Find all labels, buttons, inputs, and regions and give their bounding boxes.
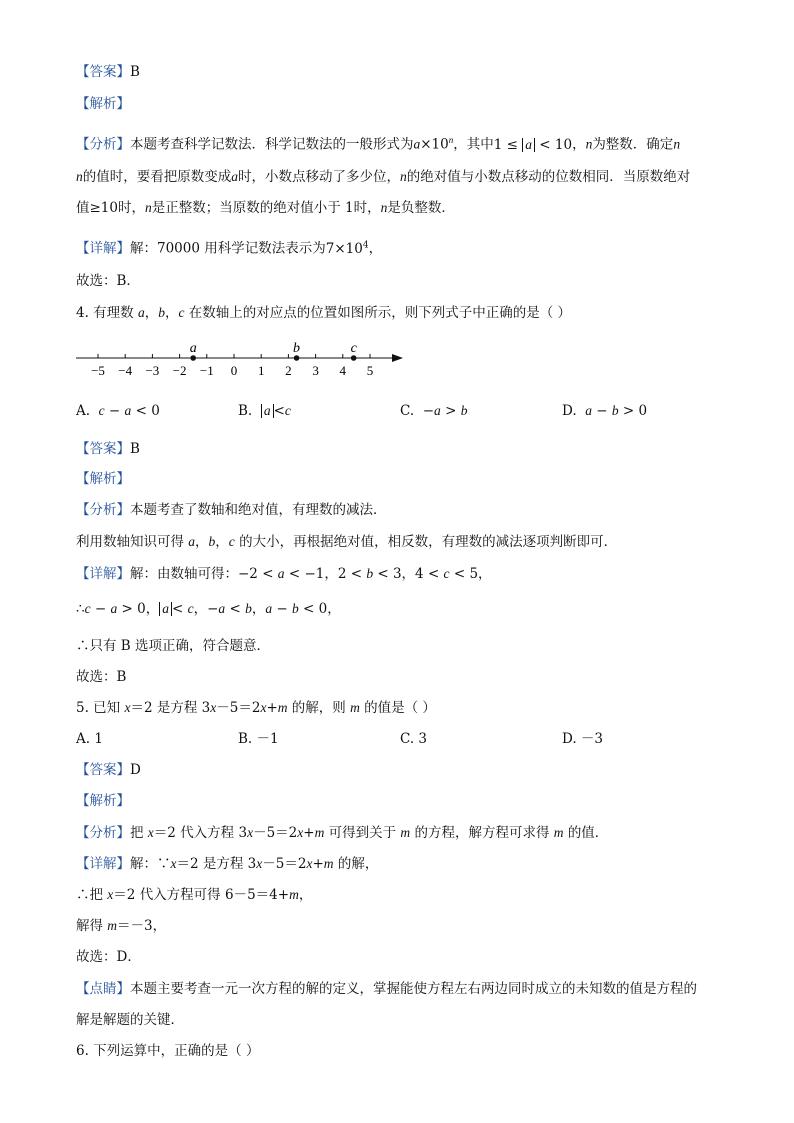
q5-option-a: A. 1	[76, 731, 103, 747]
point-c	[351, 355, 357, 361]
q3-detail-line: 【详解】解：70000 用科学记数法表示为$7\times 10^4$，	[76, 240, 383, 257]
q3-analysis-heading	[76, 95, 130, 113]
point-label-b: b	[293, 341, 301, 356]
detail-tag: 【详解】	[76, 240, 130, 257]
q4-option-d: D. a − b > 0	[562, 403, 648, 419]
tick-label: −3	[145, 363, 160, 378]
tick-label: −5	[91, 363, 105, 378]
q4-analysis-heading: 【解析】	[76, 471, 130, 487]
q6-stem: 6. 下列运算中，正确的是（ ）	[76, 1043, 260, 1059]
q5-option-d: D. －3	[562, 731, 604, 747]
q5-stem: 5. 已知 x＝2 是方程 3x－5＝2x+m 的解，则 m 的值是（ ）	[76, 700, 436, 716]
fenxi-tag: 【分析】	[76, 136, 130, 153]
number-line	[70, 336, 415, 380]
tick-label: 4	[339, 363, 347, 378]
tick-label: 1	[257, 363, 265, 378]
q5-fenxi-line: 【分析】把 x＝2 代入方程 3x－5＝2x+m 可得到关于 m 的方程，解方程可求得 m 的值．	[76, 825, 609, 841]
q4-option-a: A. c − a < 0	[76, 403, 160, 419]
q4-only-b-line: ∴只有 B 选项正确，符合题意．	[76, 638, 271, 654]
tick-label: 2	[285, 363, 292, 378]
q4-option-c: C. −a > b	[400, 403, 468, 419]
q4-stem: 4. 有理数 a，b，c 在数轴上的对应点的位置如图所示，则下列式子中正确的是（ ）	[76, 305, 572, 321]
sci-notation-formula: a	[413, 136, 421, 152]
analysis-tag: 【解析】	[76, 96, 130, 112]
tick-label: 3	[312, 363, 319, 378]
q5-answer-line: 【答案】D	[76, 762, 141, 778]
q4-answer-line: 【答案】B	[76, 441, 140, 457]
q3-fenxi-line-1: 【分析】本题考查科学记数法．科学记数法的一般形式为$a\times 10^n$，其中1 ≤ a < 10，n为整数．确定n	[76, 135, 681, 153]
q3-answer-line	[76, 63, 140, 81]
tick-label: −4	[118, 363, 133, 378]
q4-conclusion-line: ∴c − a > 0， a < c，−a < b，a − b < 0，	[76, 601, 341, 617]
q3-answer-value: B	[130, 64, 140, 80]
q5-dianjing-line-2: 解是解题的关键．	[76, 1012, 184, 1028]
q4-detail-line: 【详解】解：由数轴可得：−2 < a < −1，2 < b < 3，4 < c < 5，	[76, 566, 492, 582]
q5-substitute-line: ∴把 x＝2 代入方程可得 6－5＝4+m，	[76, 887, 313, 903]
tick-label: −1	[199, 363, 214, 378]
answer-tag: 【答案】	[76, 64, 130, 80]
q4-option-b: B. a <c	[238, 403, 291, 419]
range-formula: 1 ≤ a < 10	[493, 136, 573, 153]
q5-choose-line: 故选：D．	[76, 949, 141, 965]
q5-detail-line: 【详解】解：∵x＝2 是方程 3x－5＝2x+m 的解，	[76, 856, 379, 872]
q5-option-c: C. 3	[400, 731, 428, 747]
q4-fenxi-line: 【分析】本题考查了数轴和绝对值，有理数的减法．	[76, 502, 387, 518]
q3-fenxi-line-2: n的值时，要看把原数变成a时，小数点移动了多少位，n的绝对值与小数点移动的位数相同．当原数绝对	[76, 169, 691, 185]
q4-choose-line: 故选：B	[76, 669, 127, 685]
point-b	[294, 355, 300, 361]
q5-analysis-heading: 【解析】	[76, 793, 130, 809]
q3-choose-line: 故选：B．	[76, 273, 140, 289]
point-a	[190, 355, 196, 361]
tick-label: 0	[230, 363, 238, 378]
q4-answer-value: B	[130, 441, 140, 457]
q5-dianjing-line-1: 【点睛】本题主要考查一元一次方程的解的定义，掌握能使方程左右两边同时成立的未知数的值是方程的	[76, 981, 697, 997]
dianjing-tag: 【点睛】	[76, 981, 130, 997]
tick-label: −2	[172, 363, 187, 378]
arrow-head	[392, 354, 403, 362]
q5-option-b: B. －1	[238, 731, 279, 747]
q4-method-line: 利用数轴知识可得 a，b，c 的大小，再根据绝对值，相反数，有理数的减法逐项判断即可．	[76, 534, 618, 550]
point-label-a: a	[189, 341, 197, 356]
q5-answer-value: D	[130, 762, 141, 778]
q5-solve-line: 解得 m＝－3，	[76, 918, 167, 934]
point-label-c: c	[350, 341, 357, 356]
tick-label: 5	[366, 363, 374, 378]
q3-fenxi-line-3: 值≥10时，n是正整数；当原数的绝对值小于 1时，n是负整数．	[76, 200, 455, 216]
sci-notation-result: $7\times 10^4$	[325, 240, 369, 257]
